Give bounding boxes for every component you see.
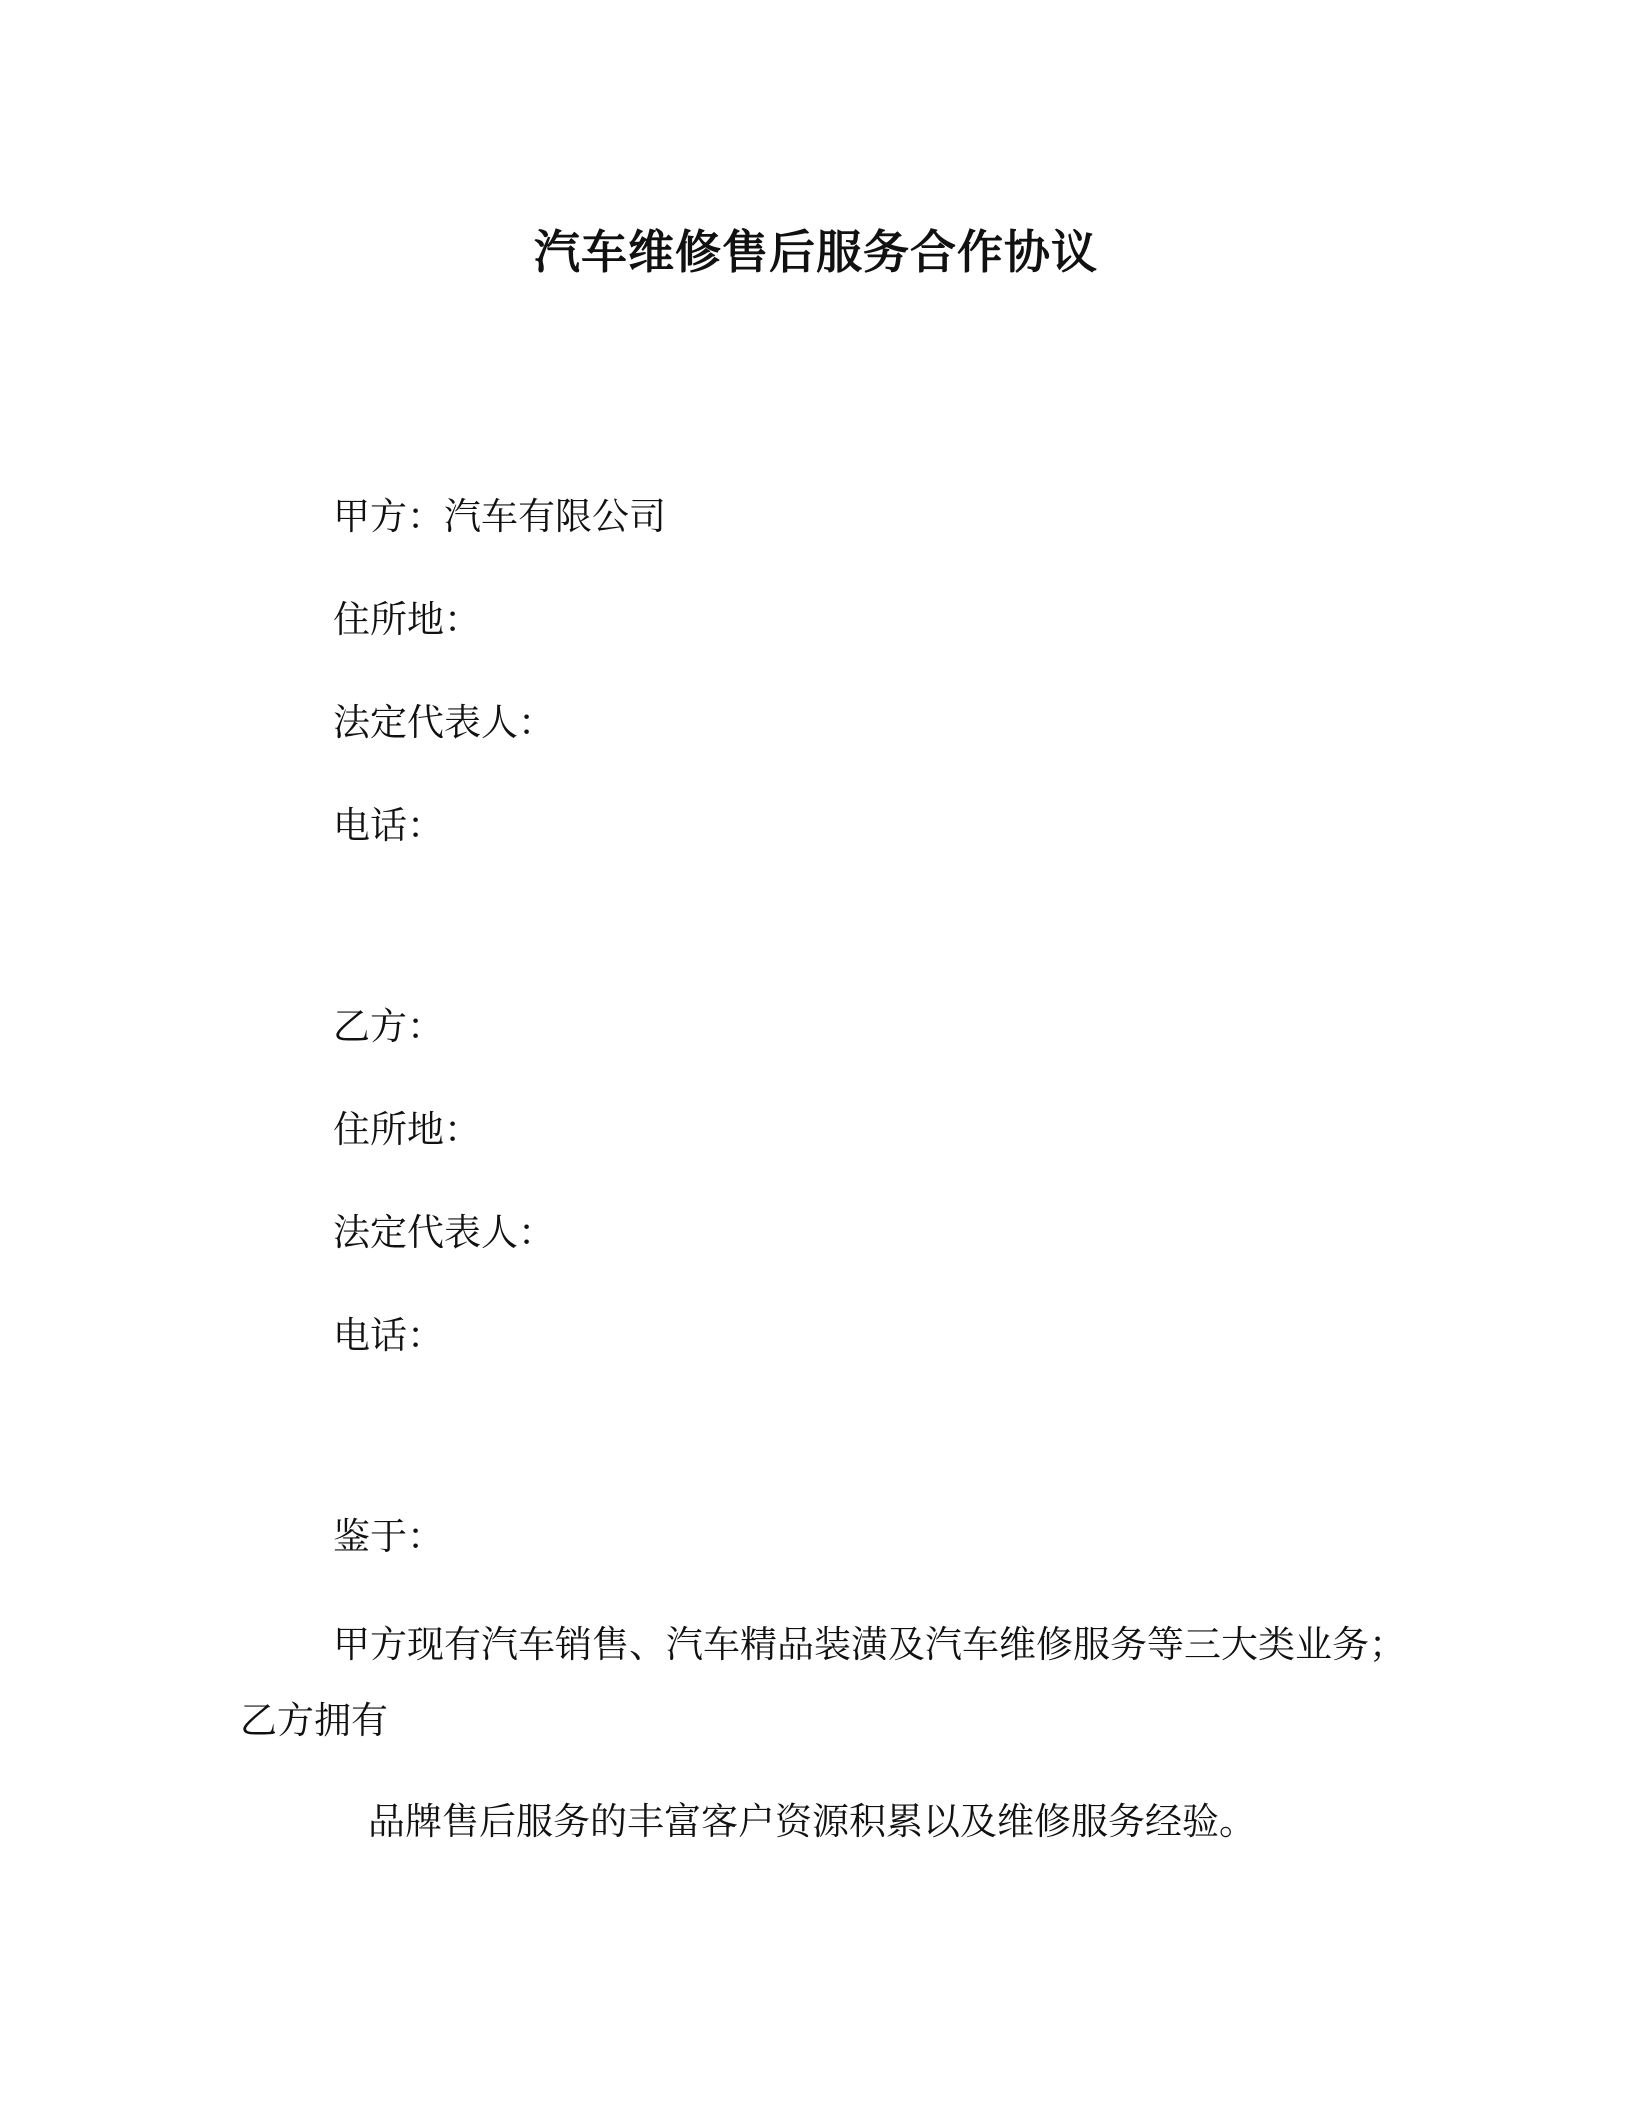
party-b-name: 乙方：: [333, 1005, 444, 1048]
party-b-address: 住所地：: [333, 1108, 481, 1151]
whereas-paragraph-2: 品牌售后服务的丰富客户资源积累以及维修服务经验。: [368, 1800, 1256, 1843]
party-b-phone: 电话：: [333, 1314, 444, 1357]
whereas-paragraph-line-1: 甲方现有汽车销售、汽车精品装潢及汽车维修服务等三大类业务；: [333, 1623, 1406, 1666]
whereas-heading: 鉴于：: [333, 1515, 444, 1558]
party-a-address: 住所地：: [333, 598, 481, 641]
party-a-name: 甲方：汽车有限公司: [333, 495, 666, 538]
party-a-legal-representative: 法定代表人：: [333, 701, 555, 744]
party-a-phone: 电话：: [333, 804, 444, 847]
whereas-paragraph-line-2: 乙方拥有: [240, 1699, 388, 1742]
document-title: 汽车维修售后服务合作协议: [534, 225, 1098, 279]
party-b-legal-representative: 法定代表人：: [333, 1211, 555, 1254]
